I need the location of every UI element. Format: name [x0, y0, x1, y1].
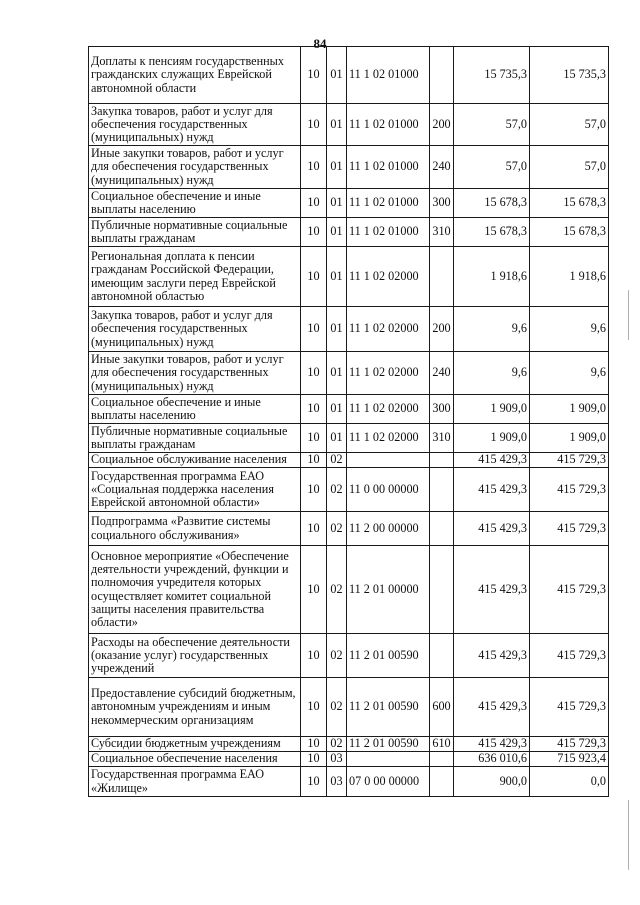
table-row — [89, 424, 609, 453]
table-row — [89, 634, 609, 678]
amount-first: 1 909,0 — [454, 395, 530, 424]
amount-first: 415 429,3 — [454, 737, 530, 752]
expense-type-code — [430, 546, 454, 634]
expense-type-code — [430, 634, 454, 678]
expense-name: Предоставление субсидий бюджетным, автономным учреждениям и иным некоммерческим организациям — [89, 678, 301, 737]
expense-name: Расходы на обеспечение деятельности (оказание услуг) государственных учреждений — [89, 634, 301, 678]
section-code: 10 — [301, 767, 327, 797]
amount-first: 415 429,3 — [454, 453, 530, 468]
subsection-code: 02 — [327, 737, 347, 752]
expense-type-code — [430, 468, 454, 512]
amount-second: 15 678,3 — [530, 189, 609, 218]
expense-name: Социальное обеспечение и иные выплаты населению — [89, 395, 301, 424]
target-article-code: 11 1 02 02000 — [347, 424, 430, 453]
expense-type-code: 240 — [430, 146, 454, 189]
subsection-code: 03 — [327, 752, 347, 767]
section-code: 10 — [301, 468, 327, 512]
table-row — [89, 678, 609, 737]
target-article-code: 11 2 00 00000 — [347, 512, 430, 546]
amount-first: 415 429,3 — [454, 546, 530, 634]
table-row — [89, 546, 609, 634]
expense-name: Иные закупки товаров, работ и услуг для обеспечения государственных (муниципальных) нужд — [89, 352, 301, 395]
amount-second: 415 729,3 — [530, 634, 609, 678]
table-row — [89, 104, 609, 146]
expense-type-code: 310 — [430, 424, 454, 453]
amount-first: 900,0 — [454, 767, 530, 797]
target-article-code: 11 1 02 01000 — [347, 47, 430, 104]
amount-first: 15 678,3 — [454, 189, 530, 218]
target-article-code: 11 1 02 02000 — [347, 307, 430, 352]
subsection-code: 02 — [327, 634, 347, 678]
subsection-code: 01 — [327, 47, 347, 104]
target-article-code: 11 2 01 00590 — [347, 678, 430, 737]
expense-type-code: 600 — [430, 678, 454, 737]
expense-name: Публичные нормативные социальные выплаты гражданам — [89, 218, 301, 247]
subsection-code: 02 — [327, 468, 347, 512]
subsection-code: 01 — [327, 424, 347, 453]
table-row — [89, 767, 609, 797]
target-article-code: 11 2 01 00000 — [347, 546, 430, 634]
target-article-code: 11 2 01 00590 — [347, 634, 430, 678]
expense-name: Закупка товаров, работ и услуг для обеспечения государственных (муниципальных) нужд — [89, 104, 301, 146]
section-code: 10 — [301, 634, 327, 678]
table-row — [89, 189, 609, 218]
expense-name: Иные закупки товаров, работ и услуг для обеспечения государственных (муниципальных) нужд — [89, 146, 301, 189]
table-row — [89, 468, 609, 512]
amount-second: 415 729,3 — [530, 512, 609, 546]
expense-name: Основное мероприятие «Обеспечение деятельности учреждений, функции и полномочия учредителя которых осуществляет комитет социальной защиты населения правительства области» — [89, 546, 301, 634]
expense-type-code: 200 — [430, 307, 454, 352]
target-article-code: 11 1 02 01000 — [347, 104, 430, 146]
amount-second: 415 729,3 — [530, 468, 609, 512]
expense-type-code: 300 — [430, 189, 454, 218]
amount-first: 415 429,3 — [454, 634, 530, 678]
expense-name: Публичные нормативные социальные выплаты гражданам — [89, 424, 301, 453]
amount-second: 1 918,6 — [530, 247, 609, 307]
page-number: 84 — [313, 36, 327, 51]
expense-name: Доплаты к пенсиям государственных гражданских служащих Еврейской автономной области — [89, 47, 301, 104]
section-code: 10 — [301, 678, 327, 737]
table-row — [89, 453, 609, 468]
target-article-code: 07 0 00 00000 — [347, 767, 430, 797]
expense-type-code — [430, 767, 454, 797]
amount-first: 9,6 — [454, 307, 530, 352]
table-row — [89, 752, 609, 767]
amount-second: 415 729,3 — [530, 453, 609, 468]
amount-first: 636 010,6 — [454, 752, 530, 767]
target-article-code: 11 1 02 02000 — [347, 352, 430, 395]
budget-table — [88, 46, 609, 797]
section-code: 10 — [301, 189, 327, 218]
subsection-code: 01 — [327, 189, 347, 218]
amount-second: 415 729,3 — [530, 678, 609, 737]
section-code: 10 — [301, 752, 327, 767]
subsection-code: 02 — [327, 546, 347, 634]
section-code: 10 — [301, 47, 327, 104]
target-article-code: 11 2 01 00590 — [347, 737, 430, 752]
section-code: 10 — [301, 424, 327, 453]
expense-name: Закупка товаров, работ и услуг для обеспечения государственных (муниципальных) нужд — [89, 307, 301, 352]
subsection-code: 01 — [327, 104, 347, 146]
section-code: 10 — [301, 737, 327, 752]
section-code: 10 — [301, 146, 327, 189]
target-article-code: 11 1 02 01000 — [347, 189, 430, 218]
section-code: 10 — [301, 512, 327, 546]
expense-type-code: 200 — [430, 104, 454, 146]
subsection-code: 01 — [327, 146, 347, 189]
amount-first: 15 735,3 — [454, 47, 530, 104]
subsection-code: 01 — [327, 247, 347, 307]
target-article-code — [347, 752, 430, 767]
target-article-code: 11 1 02 02000 — [347, 247, 430, 307]
expense-name: Социальное обеспечение населения — [89, 752, 301, 767]
expense-name: Государственная программа ЕАО «Социальная поддержка населения Еврейской автономной области» — [89, 468, 301, 512]
amount-second: 15 678,3 — [530, 218, 609, 247]
expense-type-code: 300 — [430, 395, 454, 424]
target-article-code: 11 0 00 00000 — [347, 468, 430, 512]
table-row — [89, 395, 609, 424]
amount-second: 415 729,3 — [530, 546, 609, 634]
section-code: 10 — [301, 247, 327, 307]
section-code: 10 — [301, 546, 327, 634]
subsection-code: 02 — [327, 678, 347, 737]
expense-name: Региональная доплата к пенсии гражданам Российской Федерации, имеющим заслуги перед Еврейской автономной областью — [89, 247, 301, 307]
amount-first: 57,0 — [454, 104, 530, 146]
table-row — [89, 247, 609, 307]
section-code: 10 — [301, 453, 327, 468]
subsection-code: 01 — [327, 395, 347, 424]
amount-second: 9,6 — [530, 307, 609, 352]
expense-type-code — [430, 453, 454, 468]
amount-first: 415 429,3 — [454, 468, 530, 512]
amount-first: 57,0 — [454, 146, 530, 189]
section-code: 10 — [301, 352, 327, 395]
amount-second: 0,0 — [530, 767, 609, 797]
expense-type-code: 610 — [430, 737, 454, 752]
section-code: 10 — [301, 218, 327, 247]
target-article-code — [347, 453, 430, 468]
expense-type-code — [430, 247, 454, 307]
table-row — [89, 352, 609, 395]
scan-edge-mark — [628, 290, 629, 340]
subsection-code: 01 — [327, 352, 347, 395]
target-article-code: 11 1 02 01000 — [347, 218, 430, 247]
expense-name: Субсидии бюджетным учреждениям — [89, 737, 301, 752]
expense-type-code — [430, 752, 454, 767]
section-code: 10 — [301, 307, 327, 352]
table-row — [89, 737, 609, 752]
amount-first: 15 678,3 — [454, 218, 530, 247]
target-article-code: 11 1 02 02000 — [347, 395, 430, 424]
table-row — [89, 512, 609, 546]
subsection-code: 01 — [327, 307, 347, 352]
amount-second: 1 909,0 — [530, 395, 609, 424]
amount-second: 15 735,3 — [530, 47, 609, 104]
amount-second: 715 923,4 — [530, 752, 609, 767]
subsection-code: 02 — [327, 512, 347, 546]
scan-edge-mark — [628, 800, 629, 870]
amount-first: 1 909,0 — [454, 424, 530, 453]
expense-type-code: 310 — [430, 218, 454, 247]
amount-first: 415 429,3 — [454, 678, 530, 737]
amount-second: 57,0 — [530, 104, 609, 146]
expense-name: Государственная программа ЕАО «Жилище» — [89, 767, 301, 797]
amount-first: 1 918,6 — [454, 247, 530, 307]
subsection-code: 01 — [327, 218, 347, 247]
target-article-code: 11 1 02 01000 — [347, 146, 430, 189]
amount-first: 9,6 — [454, 352, 530, 395]
amount-first: 415 429,3 — [454, 512, 530, 546]
expense-type-code: 240 — [430, 352, 454, 395]
section-code: 10 — [301, 104, 327, 146]
expense-type-code — [430, 47, 454, 104]
amount-second: 9,6 — [530, 352, 609, 395]
section-code: 10 — [301, 395, 327, 424]
expense-type-code — [430, 512, 454, 546]
table-row — [89, 307, 609, 352]
expense-name: Социальное обслуживание населения — [89, 453, 301, 468]
amount-second: 57,0 — [530, 146, 609, 189]
table-row — [89, 218, 609, 247]
subsection-code: 03 — [327, 767, 347, 797]
table-row — [89, 146, 609, 189]
expense-name: Социальное обеспечение и иные выплаты населению — [89, 189, 301, 218]
table-row — [89, 47, 609, 104]
amount-second: 1 909,0 — [530, 424, 609, 453]
amount-second: 415 729,3 — [530, 737, 609, 752]
subsection-code: 02 — [327, 453, 347, 468]
expense-name: Подпрограмма «Развитие системы социального обслуживания» — [89, 512, 301, 546]
